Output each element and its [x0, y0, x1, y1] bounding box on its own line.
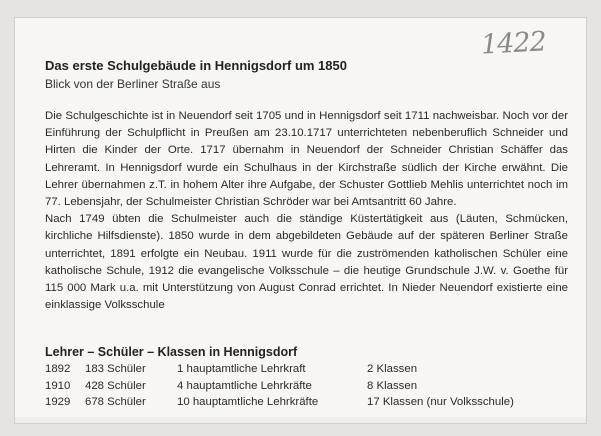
handwritten-annotation: 1422	[480, 26, 547, 61]
stats-heading: Lehrer – Schüler – Klassen in Hennigsdorf	[45, 345, 298, 359]
table-row	[45, 363, 514, 380]
history-paragraph: Die Schulgeschichte ist in Neuendorf seit 1705 und in Hennigsdorf seit 1711 nachweisbar. Noch vor der Einführung der Schulpflicht in Preußen am 23.10.1717 unterrichteten nebenberuflich Schneider und Hirten die Kinder der Orte. 1717 übernahm in Neuendorf der Schneider Christian Schäffer das Lehreramt. In Hennigsdorf wurde ein Schulhaus in der Kirchstraße südlich der Kirche erwähnt. Die Lehrer übernahmen z.T. in hohem Alter ihre Aufgabe, der Schuster Gottlieb Mehlis unterrichtet noch im 77. Lebensjahr, der Schulmeister Christian Schröder war bei Amtsantritt 60 Jahre.	[45, 110, 568, 209]
table-row	[45, 380, 514, 397]
history-text	[45, 108, 568, 314]
stats-classes: 2 Klassen	[367, 363, 418, 375]
page-title: Das erste Schulgebäude in Hennigsdorf um 1850	[45, 58, 347, 73]
stats-classes: 8 Klassen	[367, 379, 418, 392]
stats-year: 1910	[45, 379, 71, 392]
postcard-back	[14, 17, 587, 424]
stats-teachers: 4 hauptamtliche Lehrkräfte	[177, 379, 312, 392]
stats-year: 1892	[45, 363, 71, 375]
stats-teachers: 10 hauptamtliche Lehrkräfte	[177, 396, 319, 408]
stats-teachers: 1 hauptamtliche Lehrkraft	[177, 363, 306, 375]
stats-year: 1929	[45, 396, 71, 408]
stats-pupils: 678 Schüler	[85, 396, 146, 408]
stats-table	[45, 363, 514, 413]
table-row	[45, 396, 514, 413]
stats-classes: 17 Klassen (nur Volksschule)	[367, 396, 514, 408]
history-paragraph: Nach 1749 übten die Schulmeister auch die ständige Küstertätigkeit aus (Läuten, Schmücken, kirchliche Hilfsdienste). 1850 wurde in dem abgebildeten Gebäude auf der späteren Berliner Straße unterrichtet, 1891 erfolgte ein Neubau. 1911 wurde für die zuströmenden katholischen Schüler eine katholische Schule, 1912 die evangelische Volksschule – die heutige Grundschule J.W. v. Goethe für 115 000 Mark u.a. mit Unterstützung von August Conrad errichtet. In Nieder Neuendorf existierte eine einklassige Volksschule	[45, 213, 568, 312]
stats-pupils: 428 Schüler	[85, 379, 146, 392]
stats-pupils: 183 Schüler	[85, 363, 146, 375]
page-subtitle: Blick von der Berliner Straße aus	[45, 77, 221, 91]
